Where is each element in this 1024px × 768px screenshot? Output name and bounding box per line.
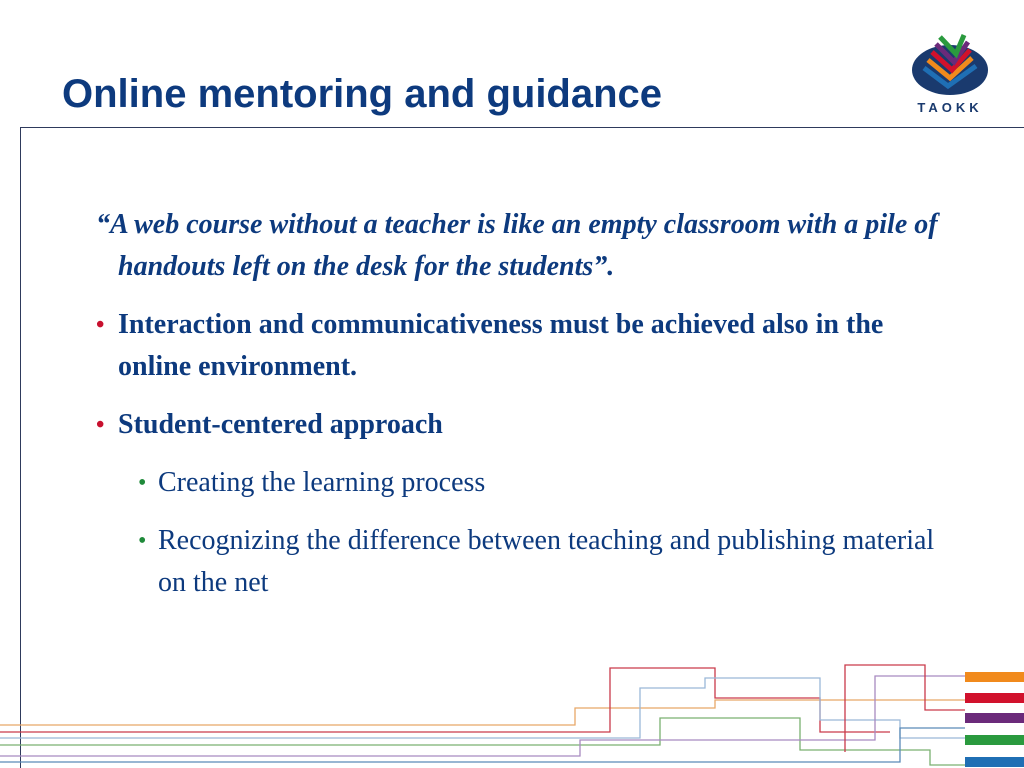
slide-content bbox=[96, 204, 946, 620]
frame-line-horizontal bbox=[20, 127, 1024, 128]
sub-bullet-dot-icon: • bbox=[138, 528, 147, 554]
bullet-dot-icon: • bbox=[96, 412, 105, 438]
bullet-student-centered bbox=[96, 404, 946, 446]
decorative-line-pattern bbox=[0, 640, 1024, 768]
logo-text: TAOKK bbox=[917, 100, 983, 115]
sub-bullet-learning-process bbox=[138, 462, 946, 504]
bullet-text: Student-centered approach bbox=[118, 409, 443, 440]
sub-bullet-text: Recognizing the difference between teaching and publishing material on the net bbox=[158, 525, 935, 598]
taokk-logo bbox=[906, 30, 990, 122]
sub-bullet-text: Creating the learning process bbox=[158, 467, 486, 498]
slide-title: Online mentoring and guidance bbox=[62, 72, 663, 116]
bullet-interaction bbox=[96, 304, 946, 388]
quote-text: “A web course without a teacher is like an empty classroom with a pile of handouts left on the desk for the students”. bbox=[96, 209, 938, 282]
book-stripes-logo-icon bbox=[910, 30, 990, 96]
bullet-text: Interaction and communicativeness must be achieved also in the online environment. bbox=[118, 309, 884, 382]
sub-bullet-teaching-vs-publishing bbox=[138, 520, 946, 604]
bullet-dot-icon: • bbox=[96, 312, 105, 338]
sub-bullet-dot-icon: • bbox=[138, 470, 147, 496]
